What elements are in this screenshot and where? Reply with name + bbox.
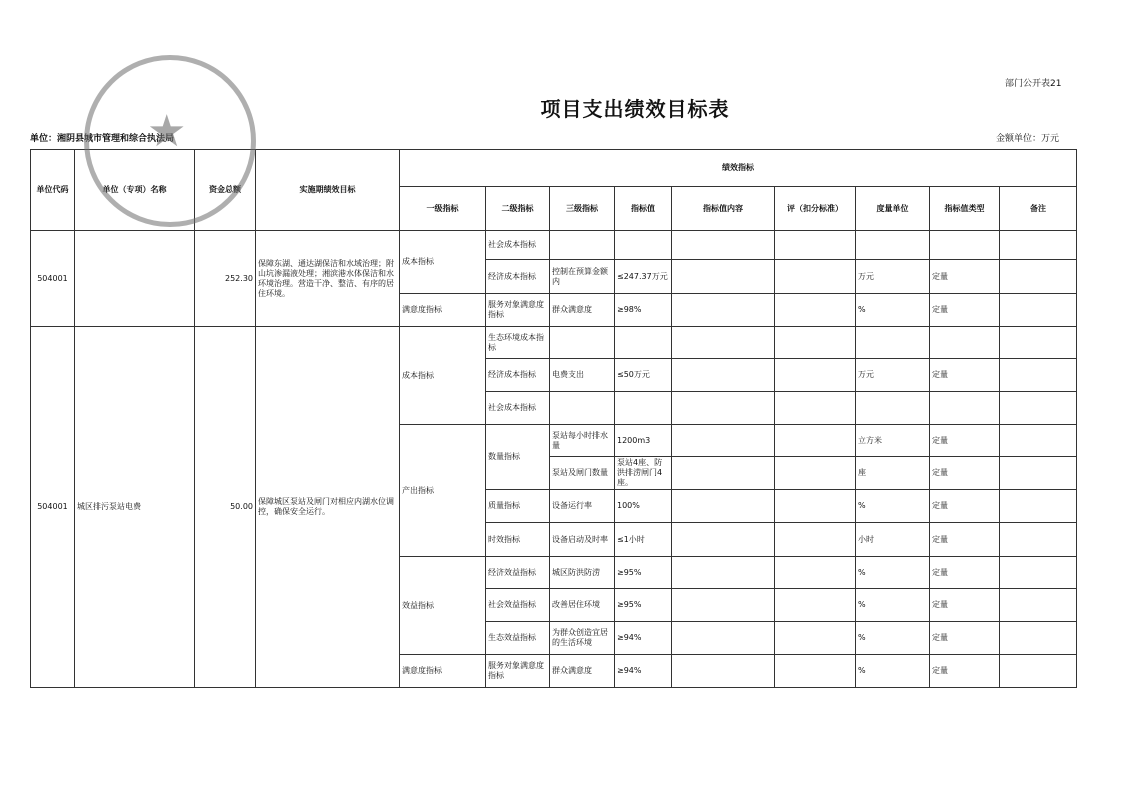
remark [1000, 557, 1077, 589]
table-row [31, 327, 1077, 359]
header-code: 单位代码 [31, 150, 75, 231]
level2-indicator: 生态环境成本指标 [486, 327, 550, 359]
value-type: 定量 [930, 457, 1000, 490]
project-name: 城区排污泵站电费 [75, 327, 195, 688]
remark [1000, 622, 1077, 655]
level2-indicator: 时效指标 [486, 523, 550, 557]
indicator-value: ≥94% [615, 622, 672, 655]
level3-indicator [550, 231, 615, 260]
measure-unit: % [856, 294, 930, 327]
scoring-criteria [775, 359, 856, 392]
header-name: 单位（专项）名称 [75, 150, 195, 231]
level3-indicator: 为群众创造宜居的生活环境 [550, 622, 615, 655]
remark [1000, 457, 1077, 490]
measure-unit: % [856, 557, 930, 589]
remark [1000, 359, 1077, 392]
remark [1000, 294, 1077, 327]
value-content [672, 457, 775, 490]
scoring-criteria [775, 622, 856, 655]
level2-indicator: 质量指标 [486, 490, 550, 523]
value-type [930, 231, 1000, 260]
remark [1000, 327, 1077, 359]
level3-indicator: 泵站每小时排水量 [550, 425, 615, 457]
header-note: 备注 [1000, 187, 1077, 231]
scoring-criteria [775, 294, 856, 327]
level1-indicator: 产出指标 [400, 425, 486, 557]
level3-indicator: 电费支出 [550, 359, 615, 392]
value-content [672, 589, 775, 622]
level2-indicator: 服务对象满意度指标 [486, 294, 550, 327]
value-content [672, 294, 775, 327]
value-content [672, 490, 775, 523]
measure-unit: 万元 [856, 359, 930, 392]
unit-label: 单位：湘阴县城市管理和综合执法局 [30, 134, 175, 144]
value-content [672, 523, 775, 557]
scoring-criteria [775, 589, 856, 622]
level2-indicator: 社会成本指标 [486, 231, 550, 260]
level1-indicator: 成本指标 [400, 231, 486, 294]
level3-indicator [550, 327, 615, 359]
level3-indicator: 群众满意度 [550, 655, 615, 688]
measure-unit [856, 327, 930, 359]
measure-unit [856, 231, 930, 260]
header-goal: 实施期绩效目标 [256, 150, 400, 231]
value-type: 定量 [930, 260, 1000, 294]
level1-indicator: 成本指标 [400, 327, 486, 425]
performance-goal: 保障东湖、通达湖保洁和水域治理；附山坑渗漏液处理；湘滨港水体保洁和水环境治理。营造干净、整洁、有序的居住环境。 [256, 231, 400, 327]
value-content [672, 622, 775, 655]
value-content [672, 557, 775, 589]
measure-unit: 万元 [856, 260, 930, 294]
remark [1000, 655, 1077, 688]
indicator-value [615, 327, 672, 359]
header-total: 资金总额 [195, 150, 256, 231]
value-content [672, 425, 775, 457]
indicator-value: ≥95% [615, 589, 672, 622]
value-type: 定量 [930, 294, 1000, 327]
measure-unit [856, 392, 930, 425]
indicator-value: ≥95% [615, 557, 672, 589]
value-type [930, 392, 1000, 425]
indicator-value: ≤247.37万元 [615, 260, 672, 294]
measure-unit: % [856, 589, 930, 622]
level3-indicator: 城区防洪防涝 [550, 557, 615, 589]
header-level3: 三级指标 [550, 187, 615, 231]
measure-unit: 座 [856, 457, 930, 490]
level1-indicator: 满意度指标 [400, 294, 486, 327]
remark [1000, 231, 1077, 260]
indicator-value: 1200m3 [615, 425, 672, 457]
value-type: 定量 [930, 425, 1000, 457]
value-content [672, 392, 775, 425]
header-type: 指标值类型 [930, 187, 1000, 231]
indicator-value: 100% [615, 490, 672, 523]
value-content [672, 655, 775, 688]
unit-code: 504001 [31, 231, 75, 327]
value-type: 定量 [930, 490, 1000, 523]
scoring-criteria [775, 655, 856, 688]
value-type: 定量 [930, 589, 1000, 622]
level3-indicator [550, 392, 615, 425]
level1-indicator: 满意度指标 [400, 655, 486, 688]
remark [1000, 260, 1077, 294]
level2-indicator: 社会效益指标 [486, 589, 550, 622]
unit-code: 504001 [31, 327, 75, 688]
level2-indicator: 服务对象满意度指标 [486, 655, 550, 688]
value-type: 定量 [930, 359, 1000, 392]
level2-indicator: 经济成本指标 [486, 359, 550, 392]
form-number: 部门公开表21 [1005, 79, 1062, 89]
remark [1000, 523, 1077, 557]
fund-total: 50.00 [195, 327, 256, 688]
value-content [672, 260, 775, 294]
page-title: 项目支出绩效目标表 [540, 97, 730, 121]
level1-indicator: 效益指标 [400, 557, 486, 655]
header-level2: 二级指标 [486, 187, 550, 231]
indicator-value [615, 392, 672, 425]
header-measure: 度量单位 [856, 187, 930, 231]
measure-unit: 立方米 [856, 425, 930, 457]
scoring-criteria [775, 327, 856, 359]
indicator-value: ≥98% [615, 294, 672, 327]
measure-unit: % [856, 490, 930, 523]
performance-table [30, 149, 1077, 688]
indicator-value: 泵站4座、防洪排涝闸门4座。 [615, 457, 672, 490]
header-indicators: 绩效指标 [400, 150, 1077, 187]
level3-indicator: 设备运行率 [550, 490, 615, 523]
indicator-value: ≥94% [615, 655, 672, 688]
scoring-criteria [775, 457, 856, 490]
level3-indicator: 设备启动及时率 [550, 523, 615, 557]
indicator-value: ≤50万元 [615, 359, 672, 392]
level3-indicator: 泵站及闸门数量 [550, 457, 615, 490]
scoring-criteria [775, 523, 856, 557]
remark [1000, 589, 1077, 622]
seal-star-icon: ★ [147, 106, 187, 157]
value-content [672, 327, 775, 359]
value-type: 定量 [930, 523, 1000, 557]
scoring-criteria [775, 392, 856, 425]
level2-indicator: 数量指标 [486, 425, 550, 490]
measure-unit: 小时 [856, 523, 930, 557]
measure-unit: % [856, 622, 930, 655]
header-level1: 一级指标 [400, 187, 486, 231]
level3-indicator: 群众满意度 [550, 294, 615, 327]
money-unit-label: 金额单位：万元 [996, 134, 1060, 144]
value-type: 定量 [930, 622, 1000, 655]
fund-total: 252.30 [195, 231, 256, 327]
header-content: 指标值内容 [672, 187, 775, 231]
table-row [31, 231, 1077, 260]
remark [1000, 425, 1077, 457]
remark [1000, 490, 1077, 523]
level3-indicator: 改善居住环境 [550, 589, 615, 622]
value-type: 定量 [930, 557, 1000, 589]
scoring-criteria [775, 260, 856, 294]
value-content [672, 359, 775, 392]
scoring-criteria [775, 231, 856, 260]
level3-indicator: 控制在预算金额内 [550, 260, 615, 294]
measure-unit: % [856, 655, 930, 688]
remark [1000, 392, 1077, 425]
scoring-criteria [775, 557, 856, 589]
indicator-value: ≤1小时 [615, 523, 672, 557]
value-type [930, 327, 1000, 359]
scoring-criteria [775, 490, 856, 523]
performance-goal: 保障城区泵站及闸门对相应内湖水位调控，确保安全运行。 [256, 327, 400, 688]
value-content [672, 231, 775, 260]
header-criteria: 评（扣分标准） [775, 187, 856, 231]
value-type: 定量 [930, 655, 1000, 688]
level2-indicator: 社会成本指标 [486, 392, 550, 425]
level2-indicator: 生态效益指标 [486, 622, 550, 655]
header-value: 指标值 [615, 187, 672, 231]
level2-indicator: 经济效益指标 [486, 557, 550, 589]
scoring-criteria [775, 425, 856, 457]
indicator-value [615, 231, 672, 260]
project-name [75, 231, 195, 327]
level2-indicator: 经济成本指标 [486, 260, 550, 294]
